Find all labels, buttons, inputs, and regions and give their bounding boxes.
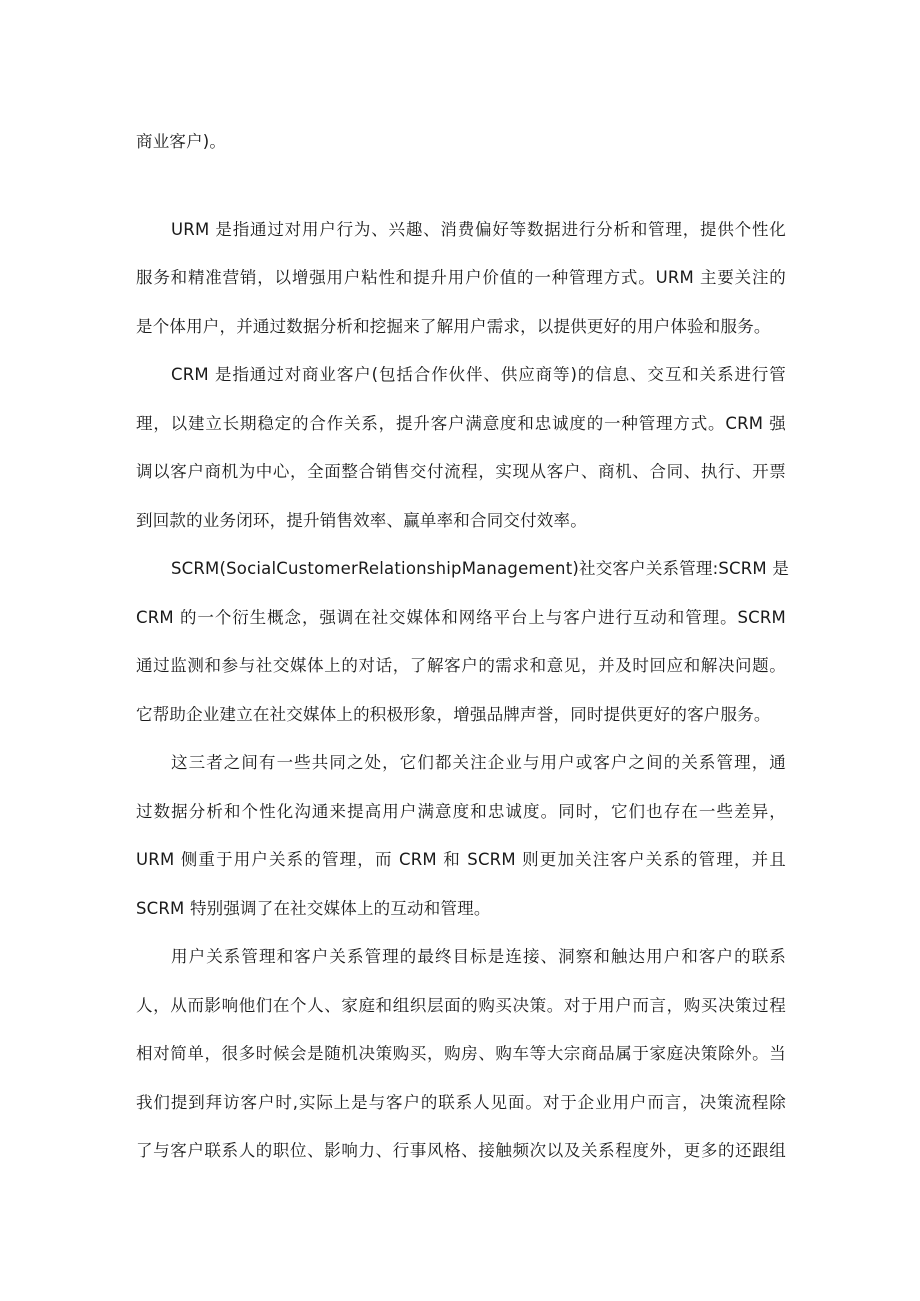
paragraph-line: 了与客户联系人的职位、影响力、行事风格、接触频次以及关系程度外，更多的还跟组 — [136, 1141, 786, 1160]
paragraph-line: CRM 的一个衍生概念，强调在社交媒体和网络平台上与客户进行互动和管理。SCRM — [136, 607, 786, 627]
paragraph-line: URM 是指通过对用户行为、兴趣、消费偏好等数据进行分析和管理，提供个性化 — [171, 219, 786, 239]
paragraph-line: 通过监测和参与社交媒体上的对话，了解客户的需求和意见，并及时回应和解决问题。 — [136, 656, 786, 675]
paragraph-line: 商业客户)。 — [136, 132, 227, 151]
paragraph-line: SCRM 特别强调了在社交媒体上的互动和管理。 — [136, 898, 491, 918]
paragraph-line: 是个体用户，并通过数据分析和挖掘来了解用户需求，以提供更好的用户体验和服务。 — [136, 316, 771, 336]
paragraph-line: 我们提到拜访客户时,实际上是与客户的联系人见面。对于企业用户而言，决策流程除 — [136, 1092, 786, 1112]
paragraph-line: 到回款的业务闭环，提升销售效率、赢单率和合同交付效率。 — [136, 510, 587, 530]
paragraph-line: 理，以建立长期稳定的合作关系，提升客户满意度和忠诚度的一种管理方式。CRM 强 — [136, 413, 786, 433]
paragraph-line: 服务和精准营销，以增强用户粘性和提升用户价值的一种管理方式。URM 主要关注的 — [136, 268, 786, 287]
paragraph-line: SCRM(SocialCustomerRelationshipManagement)社交客户关系管理:SCRM 是 — [171, 559, 790, 578]
paragraph-line: 过数据分析和个性化沟通来提高用户满意度和忠诚度。同时，它们也存在一些差异， — [136, 801, 786, 821]
paragraph-gap — [136, 167, 786, 206]
paragraph-line: CRM 是指通过对商业客户(包括合作伙伴、供应商等)的信息、交互和关系进行管 — [171, 365, 786, 384]
paragraph-line: 调以客户商机为中心，全面整合销售交付流程，实现从客户、商机、合同、执行、开票 — [136, 462, 786, 481]
paragraph-line: 它帮助企业建立在社交媒体上的积极形象，增强品牌声誉，同时提供更好的客户服务。 — [136, 704, 771, 724]
paragraph-line: 用户关系管理和客户关系管理的最终目标是连接、洞察和触达用户和客户的联系 — [171, 947, 786, 966]
document-body — [136, 118, 790, 1176]
paragraph-line: 这三者之间有一些共同之处，它们都关注企业与用户或客户之间的关系管理，通 — [171, 753, 786, 772]
paragraph-line: 人，从而影响他们在个人、家庭和组织层面的购买决策。对于用户而言，购买决策过程 — [136, 995, 786, 1015]
paragraph-line: 相对简单，很多时候会是随机决策购买，购房、购车等大宗商品属于家庭决策除外。当 — [136, 1044, 786, 1063]
paragraph-line: URM 侧重于用户关系的管理，而 CRM 和 SCRM 则更加关注客户关系的管理，并且 — [136, 850, 786, 869]
